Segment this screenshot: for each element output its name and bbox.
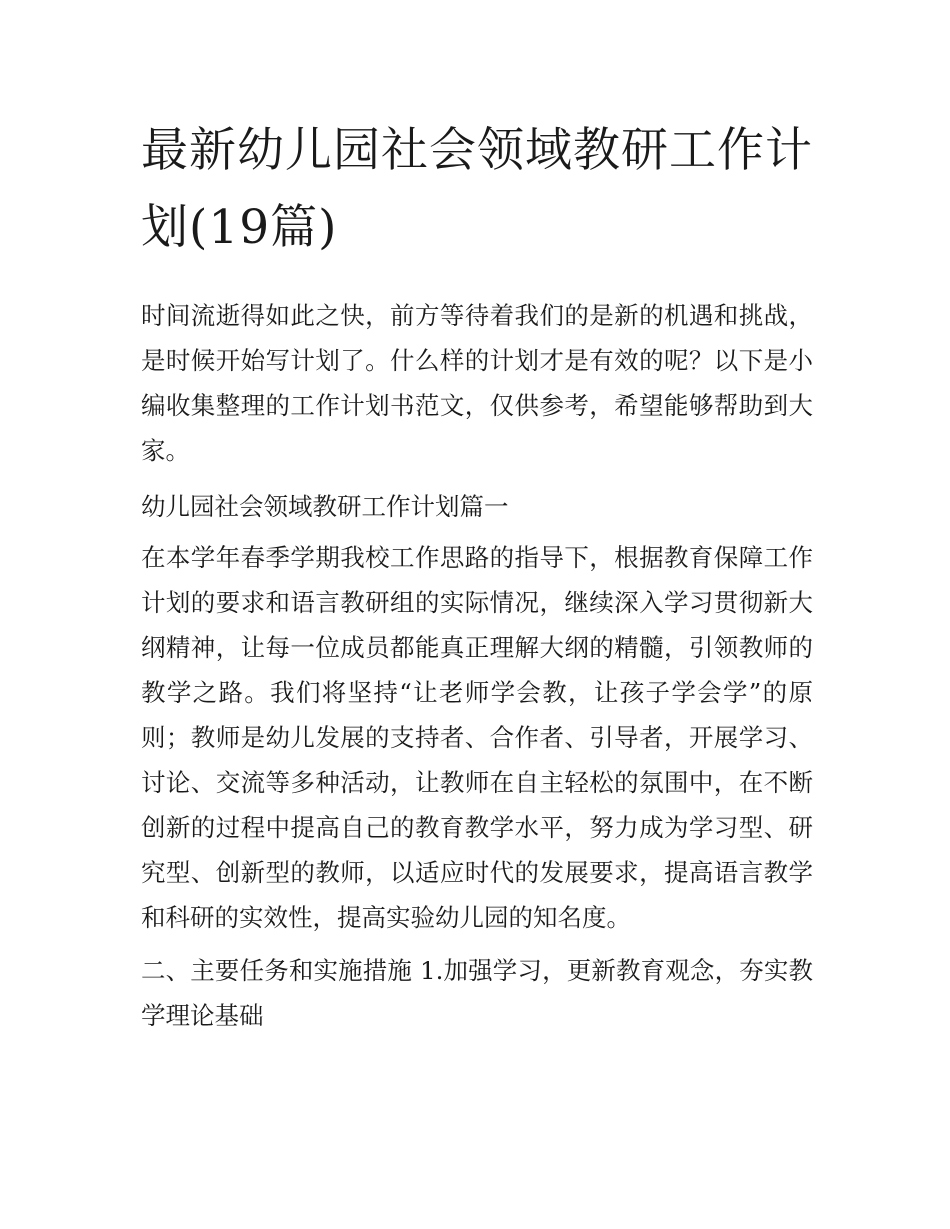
section-heading: 幼儿园社会领域教研工作计划篇一 [141,492,509,521]
body-paragraph: 在本学年春季学期我校工作思路的指导下，根据教育保障工作计划的要求和语言教研组的实际情况，继续深入学习贯彻新大纲精神，让每一位成员都能真正理解大纲的精髓，引领教师的教学之路。我们将坚持“让老师学会教，让孩子学会学”的原则；教师是幼儿发展的支持者、合作者、引导者，开展学习、讨论、交流等多种活动，让教师在自主轻松的氛围中，在不断创新的过程中提高自己的教育教学水平，努力成为学习型、研究型、创新型的教师，以适应时代的发展要求，提高语言教学和科研的实效性，提高实验幼儿园的知名度。 [141,543,813,932]
subsection-heading: 二、主要任务和实施措施 1.加强学习，更新教育观念，夯实教学理论基础 [141,956,813,1030]
document-page [141,112,813,1038]
intro-paragraph: 时间流逝得如此之快，前方等待着我们的是新的机遇和挑战，是时候开始写计划了。什么样的计划才是有效的呢？以下是小编收集整理的工作计划书范文，仅供参考，希望能够帮助到大家。 [141,301,813,465]
document-title: 最新幼儿园社会领域教研工作计划(19篇) [141,123,813,255]
